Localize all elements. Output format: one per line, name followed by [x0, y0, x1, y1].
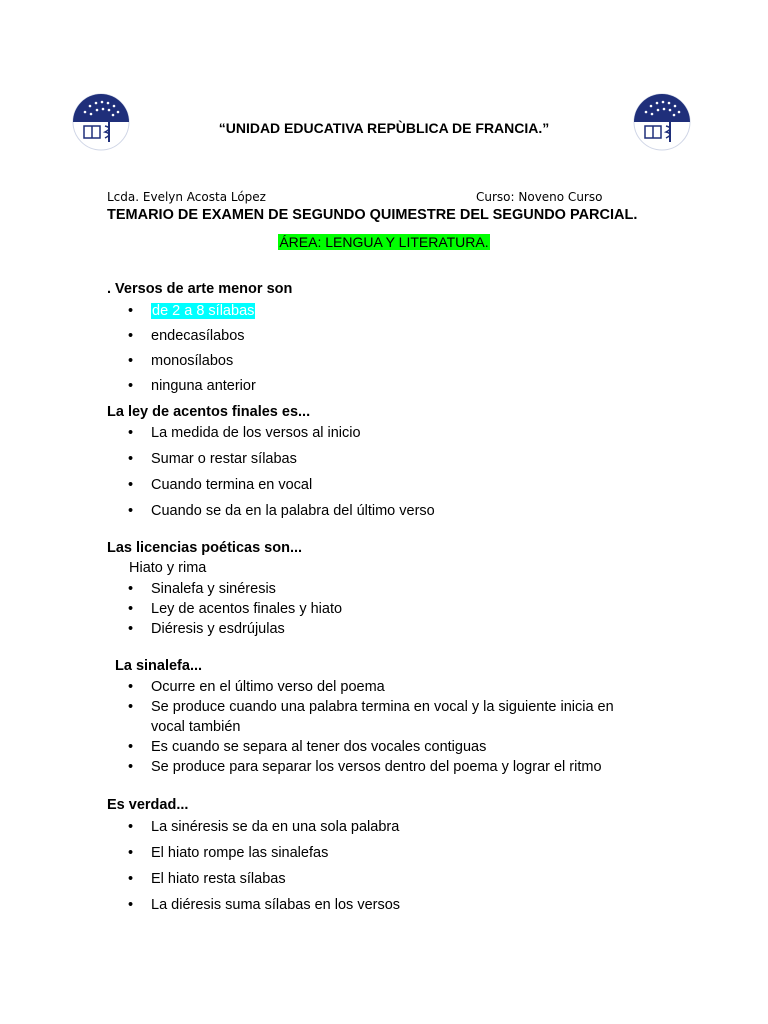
option-item-continuation — [107, 717, 614, 737]
question-title: . Versos de arte menor son — [107, 281, 293, 297]
option-item: • Ley de acentos finales y hiato — [107, 599, 342, 619]
options-list — [107, 817, 400, 915]
option-item — [129, 560, 206, 576]
option-text: Hiato y rima — [129, 560, 207, 576]
options-list — [107, 677, 614, 777]
option-item: • Es cuando se separa al tener dos vocales contiguas — [107, 737, 614, 757]
option-item: • Cuando se da en la palabra del último verso — [107, 501, 435, 521]
highlighted-answer: de 2 a 8 sílabas — [152, 303, 255, 319]
option-item: • El hiato rompe las sinalefas — [107, 843, 400, 863]
area-heading — [0, 234, 768, 252]
option-item: • Diéresis y esdrújulas — [107, 619, 342, 639]
option-item: • monosílabos — [107, 351, 256, 371]
options-list — [107, 423, 435, 521]
course-label: Curso: Noveno Curso — [476, 190, 603, 204]
question-title: Las licencias poéticas son... — [107, 540, 303, 556]
option-item: • Sumar o restar sílabas — [107, 449, 435, 469]
option-item: • ninguna anterior — [107, 376, 256, 396]
option-item: • Cuando termina en vocal — [107, 475, 435, 495]
question-title: Es verdad... — [107, 797, 189, 813]
question-title: La sinalefa... — [115, 658, 203, 674]
area-label: ÁREA: LENGUA Y LITERATURA. — [279, 234, 489, 250]
school-name: “UNIDAD EDUCATIVA REPÙBLICA DE FRANCIA.” — [218, 120, 550, 136]
option-item: • Ocurre en el último verso del poema — [107, 677, 614, 697]
option-item: • Sinalefa y sinéresis — [107, 579, 342, 599]
option-item: • La sinéresis se da en una sola palabra — [107, 817, 400, 837]
option-item: • La diéresis suma sílabas en los versos — [107, 895, 400, 915]
option-item: • El hiato resta sílabas — [107, 869, 400, 889]
option-item: • La medida de los versos al inicio — [107, 423, 435, 443]
option-text: vocal también — [151, 719, 241, 735]
option-item: • endecasílabos — [107, 326, 256, 346]
option-item: • Se produce cuando una palabra termina en vocal y la siguiente inicia en — [107, 697, 614, 717]
option-item — [107, 301, 256, 321]
exam-title: TEMARIO DE EXAMEN DE SEGUNDO QUIMESTRE DEL SEGUNDO PARCIAL. — [107, 207, 638, 223]
option-item: • Se produce para separar los versos dentro del poema y lograr el ritmo — [107, 757, 614, 777]
question-title: La ley de acentos finales es... — [107, 404, 311, 420]
teacher-name: Lcda. Evelyn Acosta López — [107, 190, 266, 204]
options-list — [107, 301, 256, 396]
options-list — [107, 579, 342, 639]
